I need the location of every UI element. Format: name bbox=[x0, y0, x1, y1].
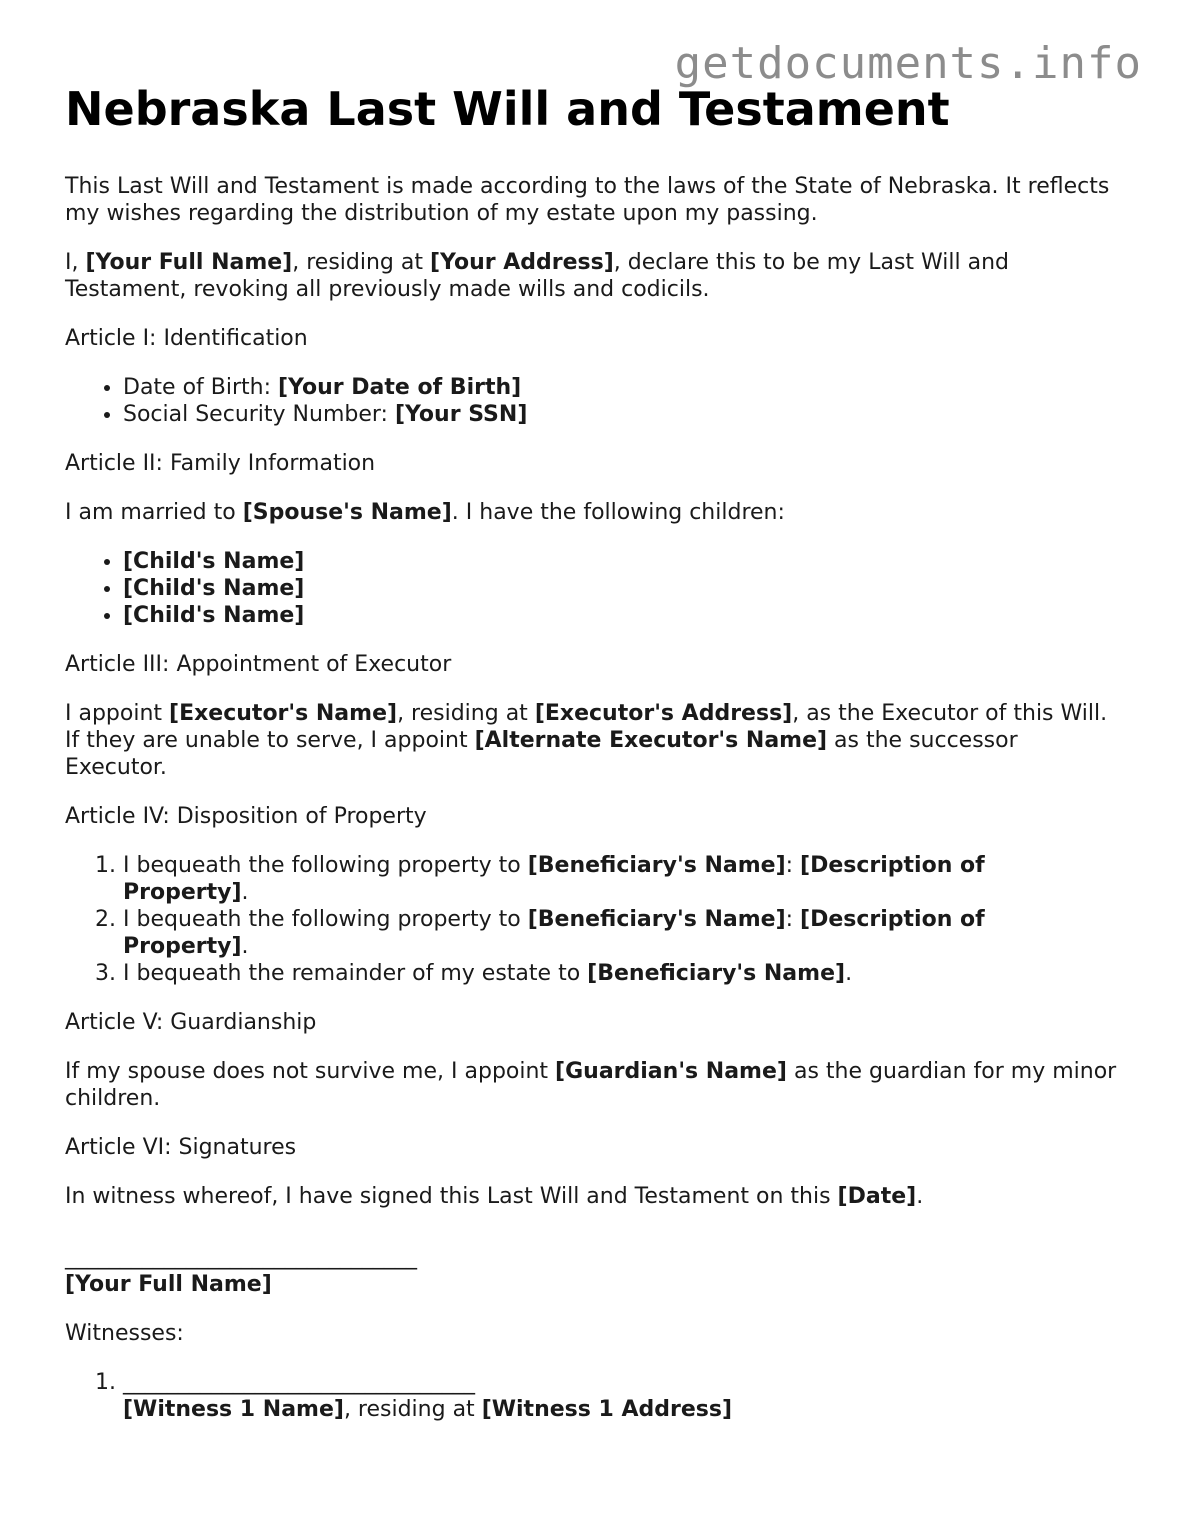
dob-item: • Date of Birth: [Your Date of Birth] bbox=[123, 374, 1125, 401]
testator-address-placeholder: [Your Address] bbox=[429, 250, 614, 276]
watermark: getdocuments.info bbox=[674, 38, 1142, 89]
guardian-placeholder: [Guardian's Name] bbox=[555, 1059, 787, 1085]
list-item: 2. I bequeath the following property to [Beneficiary's Name]: [Description of Property]. bbox=[123, 906, 1065, 960]
alternate-executor-placeholder: [Alternate Executor's Name] bbox=[474, 728, 828, 754]
family-paragraph: I am married to [Spouse's Name]. I have the following children: bbox=[65, 500, 785, 526]
article-6-heading: Article VI: Signatures bbox=[65, 1135, 297, 1161]
ssn-placeholder: [Your SSN] bbox=[394, 402, 528, 428]
witness-name-placeholder: [Witness 1 Name] bbox=[123, 1397, 344, 1423]
witness-address-placeholder: [Witness 1 Address] bbox=[481, 1397, 733, 1423]
bequest-list bbox=[65, 852, 1125, 987]
dob-placeholder: [Your Date of Birth] bbox=[278, 375, 522, 401]
will-document bbox=[65, 82, 1125, 1445]
beneficiary-placeholder: [Beneficiary's Name] bbox=[527, 853, 786, 879]
witness-statement: In witness whereof, I have signed this Last Will and Testament on this [Date]. bbox=[65, 1184, 924, 1210]
property-placeholder: [Description of Property] bbox=[123, 853, 985, 906]
date-placeholder: [Date] bbox=[837, 1184, 917, 1210]
article-1-heading: Article I: Identification bbox=[65, 326, 308, 352]
spouse-placeholder: [Spouse's Name] bbox=[242, 500, 452, 526]
signature-line: ________________________________ bbox=[65, 1245, 417, 1271]
signature-line: ________________________________ bbox=[123, 1370, 475, 1396]
article-2-heading: Article II: Family Information bbox=[65, 451, 376, 477]
article-4-heading: Article IV: Disposition of Property bbox=[65, 804, 427, 830]
property-placeholder: [Description of Property] bbox=[123, 907, 985, 960]
list-item: 3. I bequeath the remainder of my estate to [Beneficiary's Name]. bbox=[123, 960, 1065, 987]
beneficiary-placeholder: [Beneficiary's Name] bbox=[527, 907, 786, 933]
executor-paragraph: I appoint [Executor's Name], residing at [Executor's Address], as the Executor of this Will. If they are unable to serve, I appoint [Alternate Executor's Name] as the successor Executor. bbox=[65, 701, 1108, 781]
declaration-paragraph: I, [Your Full Name], residing at [Your Address], declare this to be my Last Will and Testament, revoking all previously made wills and codicils. bbox=[65, 250, 1010, 303]
guardianship-paragraph: If my spouse does not survive me, I appoint [Guardian's Name] as the guardian for my minor children. bbox=[65, 1059, 1117, 1112]
witness-list bbox=[65, 1369, 1125, 1423]
ssn-item: • Social Security Number: [Your SSN] bbox=[123, 401, 1125, 428]
beneficiary-placeholder: [Beneficiary's Name] bbox=[587, 961, 846, 987]
intro-paragraph: This Last Will and Testament is made according to the laws of the State of Nebraska. It reflects my wishes regarding the distribution of my estate upon my passing. bbox=[65, 174, 1110, 227]
article-3-heading: Article III: Appointment of Executor bbox=[65, 652, 452, 678]
testator-signature-block bbox=[65, 1244, 1125, 1298]
list-item bbox=[123, 575, 1125, 602]
list-item: 1. ________________________________ [Witness 1 Name], residing at [Witness 1 Address] bbox=[123, 1369, 1125, 1423]
child-placeholder: [Child's Name] bbox=[123, 576, 305, 602]
list-item bbox=[123, 548, 1125, 575]
document-title: Nebraska Last Will and Testament bbox=[65, 82, 950, 136]
signer-placeholder: [Your Full Name] bbox=[65, 1272, 272, 1298]
identification-list bbox=[65, 374, 1125, 428]
list-item: 1. I bequeath the following property to [Beneficiary's Name]: [Description of Property]. bbox=[123, 852, 1065, 906]
list-item bbox=[123, 602, 1125, 629]
witnesses-label: Witnesses: bbox=[65, 1321, 184, 1347]
executor-placeholder: [Executor's Name] bbox=[169, 701, 398, 727]
children-list bbox=[65, 548, 1125, 629]
article-5-heading: Article V: Guardianship bbox=[65, 1010, 317, 1036]
child-placeholder: [Child's Name] bbox=[123, 549, 305, 575]
executor-address-placeholder: [Executor's Address] bbox=[534, 701, 793, 727]
child-placeholder: [Child's Name] bbox=[123, 603, 305, 629]
testator-name-placeholder: [Your Full Name] bbox=[85, 250, 293, 276]
